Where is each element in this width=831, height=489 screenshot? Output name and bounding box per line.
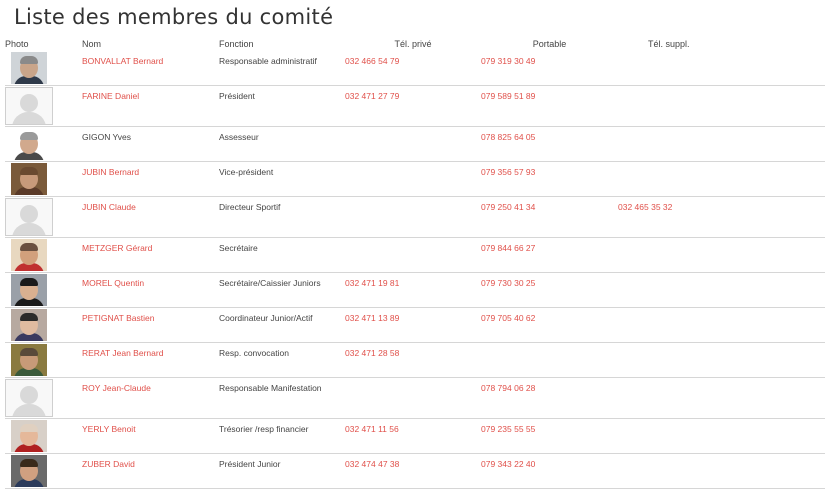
extra-cell [618,197,825,238]
member-role: Président Junior [219,459,281,469]
name-cell [82,273,219,308]
name-cell [82,86,219,127]
extra-cell [618,162,825,197]
member-name-link[interactable]: YERLY Benoit [82,424,136,434]
mobile-cell [481,378,618,419]
portrait-image [11,420,47,452]
member-name-link[interactable]: ROY Jean-Claude [82,383,151,393]
role-cell [219,162,345,197]
member-role: Président [219,91,255,101]
member-photo[interactable] [11,344,47,376]
member-phone-link[interactable]: 032 471 27 79 [345,91,400,101]
photo-cell [5,238,82,273]
member-role: Secrétaire/Caissier Juniors [219,278,321,288]
silhouette-body [12,223,46,236]
portrait-image [11,52,47,84]
table-row [5,127,825,162]
member-mobile-link[interactable]: 079 250 41 34 [481,202,536,212]
role-cell [219,197,345,238]
photo-cell [5,343,82,378]
table-row [5,238,825,273]
member-role: Directeur Sportif [219,202,281,212]
photo-hair [20,56,38,64]
photo-cell [5,419,82,454]
mobile-cell [481,238,618,273]
photo-cell [5,86,82,127]
name-cell [82,454,219,489]
member-name-link[interactable]: BONVALLAT Bernard [82,56,164,66]
portrait-image [11,455,47,487]
member-phone-link[interactable]: 032 471 13 89 [345,313,400,323]
member-extra-phone-link[interactable]: 032 465 35 32 [618,202,673,212]
table-row [5,51,825,86]
member-photo[interactable] [11,455,47,487]
user-silhouette-icon [5,379,53,417]
photo-cell [5,162,82,197]
phone-cell [345,238,481,273]
phone-cell [345,51,481,86]
page-title: Liste des membres du comité [14,5,334,29]
member-name-link: GIGON Yves [82,132,131,142]
member-mobile-link[interactable]: 079 730 30 25 [481,278,536,288]
silhouette-head [20,94,38,112]
extra-cell [618,127,825,162]
mobile-cell [481,86,618,127]
photo-cell [5,197,82,238]
phone-cell [345,197,481,238]
photo-hair [20,167,38,175]
portrait-image [11,163,47,195]
photo-hair [20,313,38,321]
member-role: Vice-président [219,167,274,177]
table-row [5,273,825,308]
role-cell [219,454,345,489]
member-mobile-link[interactable]: 079 589 51 89 [481,91,536,101]
member-role: Secrétaire [219,243,258,253]
mobile-cell [481,454,618,489]
header-photo: Photo [5,39,29,49]
name-cell [82,343,219,378]
photo-cell [5,273,82,308]
header-name: Nom [82,39,102,49]
extra-cell [618,419,825,454]
role-cell [219,273,345,308]
mobile-cell [481,419,618,454]
photo-cell [5,378,82,419]
table-row [5,197,825,238]
member-name-link[interactable]: ZUBER David [82,459,135,469]
user-silhouette-icon [5,87,53,125]
table-header-row [5,37,825,51]
header-role: Fonction [219,39,254,49]
mobile-cell [481,343,618,378]
member-name-link[interactable]: RERAT Jean Bernard [82,348,164,358]
member-photo[interactable] [11,52,47,84]
member-mobile-link[interactable]: 079 319 30 49 [481,56,536,66]
user-silhouette-icon [5,198,53,236]
photo-cell [5,127,82,162]
member-photo[interactable] [11,420,47,452]
member-mobile-link[interactable]: 078 825 64 05 [481,132,536,142]
photo-hair [20,132,38,140]
member-mobile-link[interactable]: 079 356 57 93 [481,167,536,177]
phone-cell [345,273,481,308]
member-role: Coordinateur Junior/Actif [219,313,313,323]
member-mobile-link[interactable]: 079 235 55 55 [481,424,536,434]
member-photo[interactable] [11,309,47,341]
mobile-cell [481,162,618,197]
member-name-link[interactable]: JUBIN Claude [82,202,136,212]
role-cell [219,308,345,343]
role-cell [219,419,345,454]
phone-cell [345,454,481,489]
member-mobile-link[interactable]: 079 844 66 27 [481,243,536,253]
member-photo[interactable] [11,239,47,271]
extra-cell [618,343,825,378]
table-row [5,86,825,127]
portrait-image [11,344,47,376]
table-row [5,162,825,197]
portrait-image [11,274,47,306]
member-mobile-link[interactable]: 078 794 06 28 [481,383,536,393]
member-phone-link[interactable]: 032 471 28 58 [345,348,400,358]
role-cell [219,238,345,273]
silhouette-body [12,112,46,125]
extra-cell [618,454,825,489]
members-list [5,51,825,489]
member-name-link[interactable]: FARINE Daniel [82,91,140,101]
table-row [5,419,825,454]
photo-cell [5,454,82,489]
mobile-cell [481,197,618,238]
silhouette-body [12,404,46,417]
phone-cell [345,127,481,162]
table-row [5,343,825,378]
member-name-link[interactable]: JUBIN Bernard [82,167,140,177]
phone-cell [345,378,481,419]
member-role: Resp. convocation [219,348,289,358]
name-cell [82,419,219,454]
table-row [5,454,825,489]
photo-hair [20,459,38,467]
member-phone-link[interactable]: 032 471 19 81 [345,278,400,288]
table-row [5,378,825,419]
photo-hair [20,278,38,286]
member-name-link[interactable]: METZGER Gérard [82,243,153,253]
mobile-cell [481,308,618,343]
extra-cell [618,308,825,343]
member-phone-link[interactable]: 032 474 47 38 [345,459,400,469]
member-role: Responsable Manifestation [219,383,322,393]
name-cell [82,308,219,343]
photo-cell [5,51,82,86]
phone-cell [345,162,481,197]
role-cell [219,127,345,162]
portrait-image [11,309,47,341]
name-cell [82,378,219,419]
mobile-cell [481,273,618,308]
extra-cell [618,273,825,308]
role-cell [219,86,345,127]
member-phone-link[interactable]: 032 471 11 56 [345,424,399,434]
photo-hair [20,243,38,251]
member-phone-link[interactable]: 032 466 54 79 [345,56,400,66]
extra-cell [618,378,825,419]
member-name-link[interactable]: MOREL Quentin [82,278,145,288]
phone-cell [345,343,481,378]
table-row [5,308,825,343]
extra-cell [618,238,825,273]
member-role: Trésorier /resp financier [219,424,309,434]
member-role: Assesseur [219,132,259,142]
silhouette-head [20,386,38,404]
mobile-cell [481,127,618,162]
extra-cell [618,51,825,86]
member-role: Responsable administratif [219,56,317,66]
photo-hair [20,424,38,432]
member-photo[interactable] [11,128,47,160]
name-cell [82,51,219,86]
phone-cell [345,308,481,343]
mobile-cell [481,51,618,86]
phone-cell [345,86,481,127]
name-cell [82,162,219,197]
header-extra: Tél. suppl. [648,39,690,49]
member-photo[interactable] [11,163,47,195]
portrait-image [11,128,47,160]
role-cell [219,343,345,378]
header-phone: Tél. privé [394,39,432,49]
name-cell [82,238,219,273]
member-name-link[interactable]: PETIGNAT Bastien [82,313,155,323]
portrait-image [11,239,47,271]
role-cell [219,378,345,419]
phone-cell [345,419,481,454]
member-photo[interactable] [11,274,47,306]
silhouette-head [20,205,38,223]
role-cell [219,51,345,86]
photo-cell [5,308,82,343]
header-mobile: Portable [532,39,567,49]
name-cell [82,127,219,162]
members-table [5,37,825,489]
member-mobile-link[interactable]: 079 343 22 40 [481,459,536,469]
name-cell [82,197,219,238]
member-mobile-link[interactable]: 079 705 40 62 [481,313,536,323]
extra-cell [618,86,825,127]
photo-hair [20,348,38,356]
